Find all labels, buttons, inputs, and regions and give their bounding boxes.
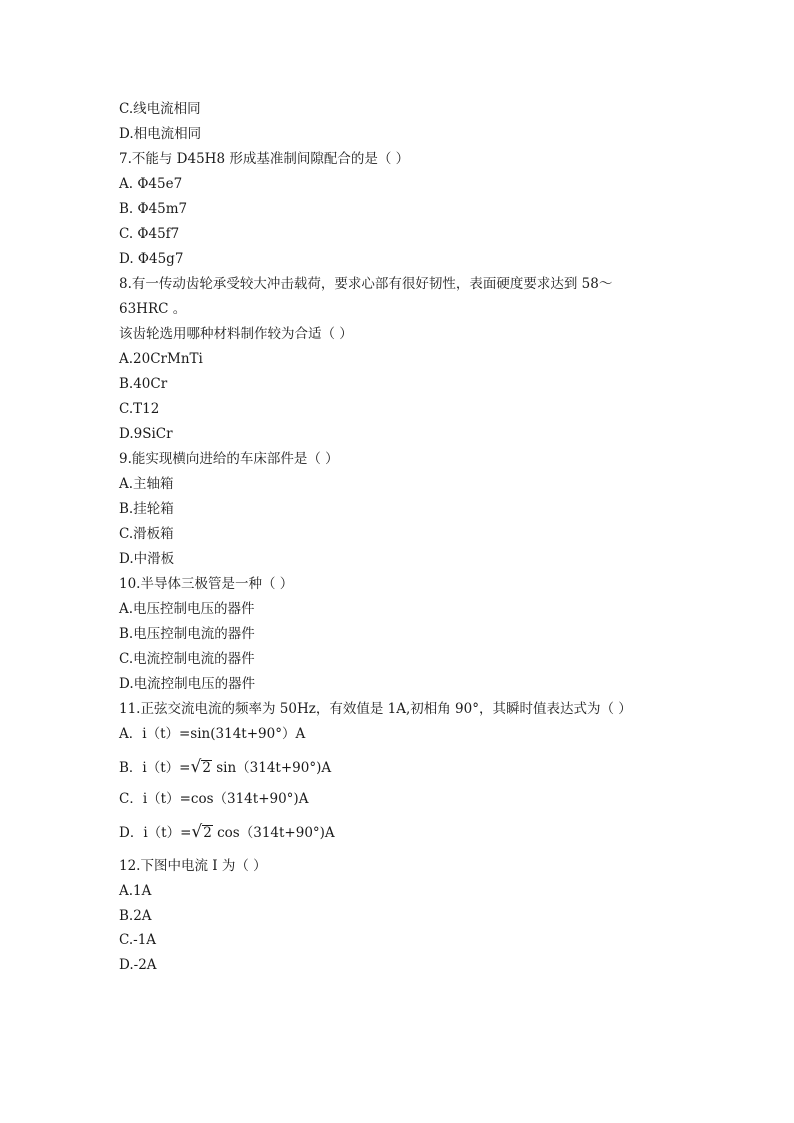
option-b-prefix: B．i（t）= bbox=[119, 760, 191, 776]
option-c-q10: C.电流控制电流的器件 bbox=[119, 651, 255, 667]
square-root-sign: √2 bbox=[190, 757, 211, 777]
option-c-q12: C.-1A bbox=[119, 932, 157, 948]
option-a-q8: A.20CrMnTi bbox=[119, 351, 203, 367]
option-b-q12: B.2A bbox=[119, 908, 152, 924]
option-a-q7: A. Φ45e7 bbox=[119, 176, 183, 192]
option-a-q11: A．i（t）=sin(314t+90°）A bbox=[119, 726, 306, 742]
option-b-q10: B.电压控制电流的器件 bbox=[119, 626, 255, 642]
question-10: 10.半导体三极管是一种（ ） bbox=[119, 576, 294, 592]
option-b-q9: B.挂轮箱 bbox=[119, 501, 174, 517]
question-8-line-1: 8.有一传动齿轮承受较大冲击载荷，要求心部有很好韧性，表面硬度要求达到 58～ bbox=[119, 276, 613, 292]
option-c-q7: C. Φ45f7 bbox=[119, 226, 180, 242]
question-11: 11.正弦交流电流的频率为 50Hz，有效值是 1A,初相角 90°，其瞬时值表达式为（ ） bbox=[119, 701, 632, 717]
option-b-q8: B.40Cr bbox=[119, 376, 168, 392]
option-a-q10: A.电压控制电压的器件 bbox=[119, 601, 255, 617]
question-8-line-3: 该齿轮选用哪种材料制作较为合适（ ） bbox=[119, 326, 353, 342]
option-b-radicand: 2 bbox=[202, 760, 211, 776]
option-b-suffix: sin（314t+90°)A bbox=[211, 760, 332, 776]
question-9: 9.能实现横向进给的车床部件是（ ） bbox=[119, 451, 339, 467]
option-d-q8: D.9SiCr bbox=[119, 426, 173, 442]
option-d-q6: D.相电流相同 bbox=[119, 126, 202, 142]
option-c-q8: C.T12 bbox=[119, 401, 160, 417]
option-c-q11: C．i（t）=cos（314t+90°)A bbox=[119, 791, 309, 807]
question-8-line-2: 63HRC 。 bbox=[119, 301, 187, 317]
option-c-q6: C.线电流相同 bbox=[119, 101, 201, 117]
option-b-q7: B. Φ45m7 bbox=[119, 201, 188, 217]
question-7: 7.不能与 D45H8 形成基准制间隙配合的是（ ） bbox=[119, 151, 410, 167]
option-a-q9: A.主轴箱 bbox=[119, 476, 174, 492]
option-d-prefix: D．i（t）= bbox=[119, 825, 192, 841]
option-d-suffix: cos（314t+90°)A bbox=[212, 825, 335, 841]
square-root-sign: √2 bbox=[191, 822, 212, 842]
question-12: 12.下图中电流 I 为（ ） bbox=[119, 858, 267, 874]
option-c-q9: C.滑板箱 bbox=[119, 526, 174, 542]
option-d-q7: D. Φ45g7 bbox=[119, 251, 184, 267]
option-d-q10: D.电流控制电压的器件 bbox=[119, 676, 256, 692]
option-a-q12: A.1A bbox=[119, 883, 152, 899]
option-d-q11 bbox=[119, 823, 335, 842]
option-b-q11 bbox=[119, 758, 331, 777]
option-d-q9: D.中滑板 bbox=[119, 551, 175, 567]
option-d-radicand: 2 bbox=[203, 825, 212, 841]
option-d-q12: D.-2A bbox=[119, 957, 157, 973]
